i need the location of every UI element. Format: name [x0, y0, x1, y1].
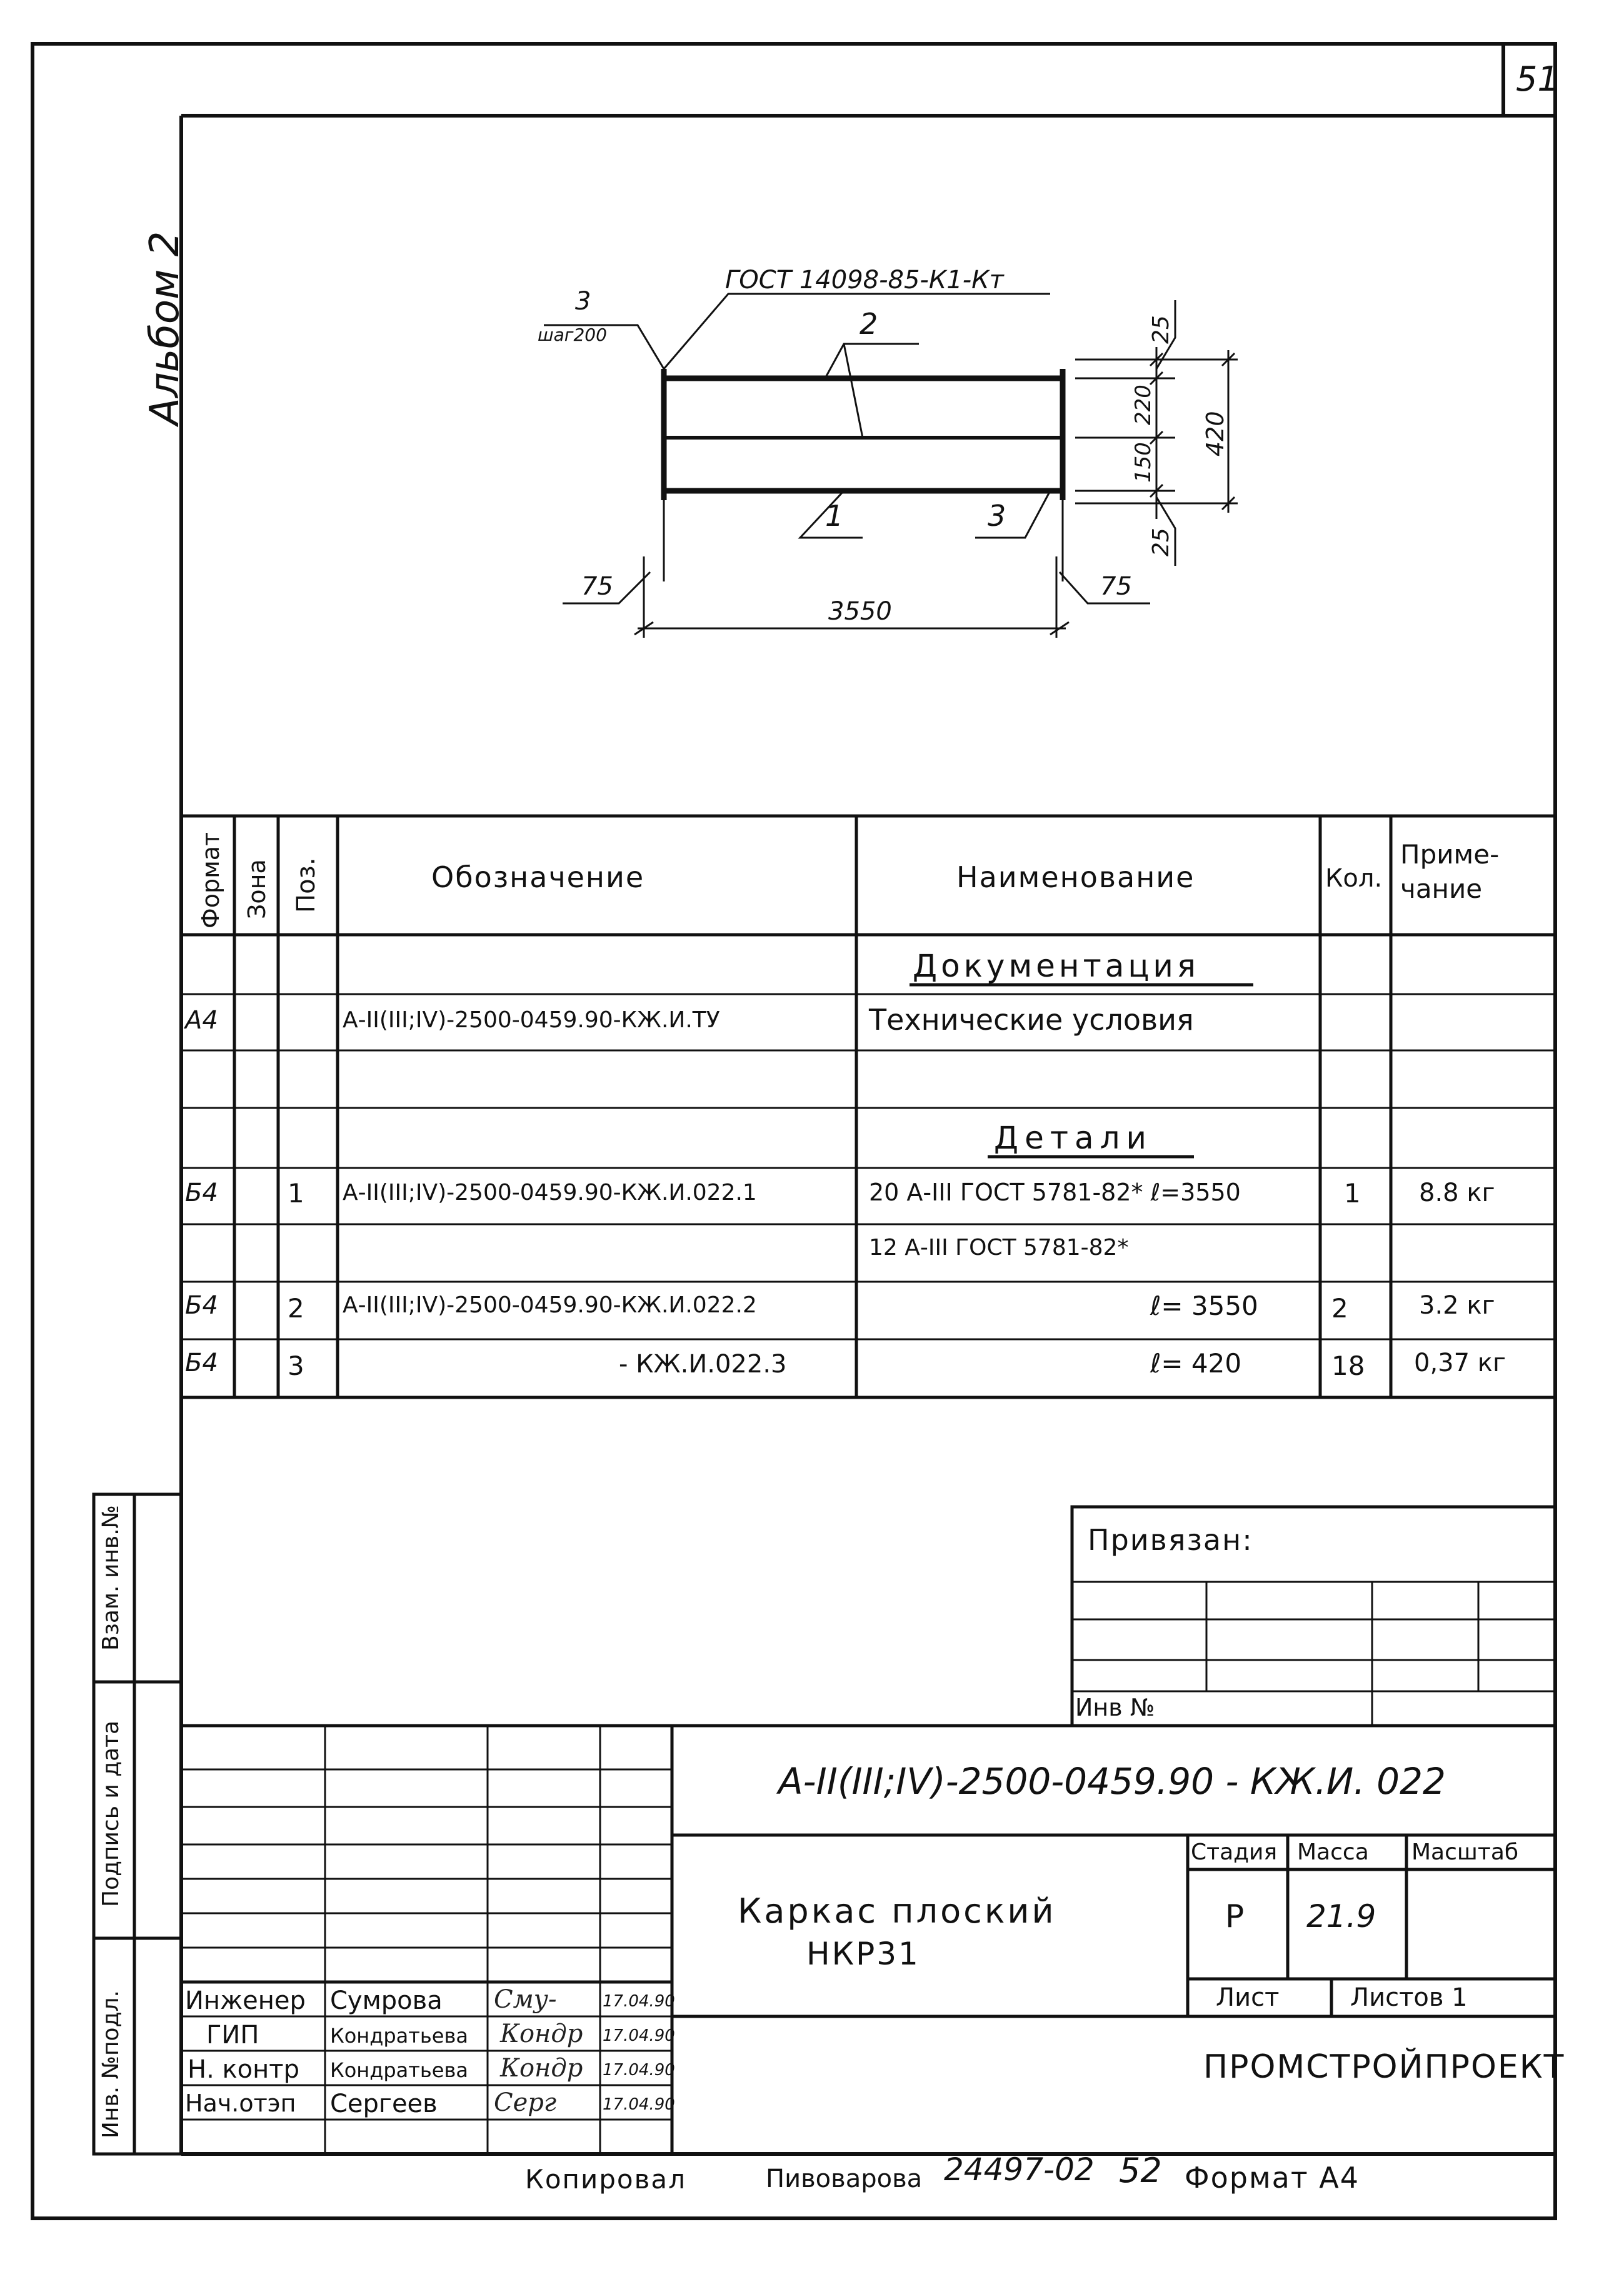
person2-date: 17.04.90: [603, 2026, 675, 2045]
header-qty: Кол.: [1325, 864, 1383, 893]
dim-length: 3550: [828, 597, 892, 626]
row1-designation: А-II(III;IV)-2500-0459.90-КЖ.И.ТУ: [343, 1007, 720, 1033]
person4-name: Сергеев: [330, 2090, 438, 2118]
row2-qty: 1: [1344, 1178, 1361, 1209]
scale-label: Масштаб: [1411, 1839, 1519, 1865]
section-parts: Детали: [994, 1120, 1153, 1156]
header-zone: Зона: [243, 859, 271, 919]
person3-signature: Кондр: [500, 2054, 583, 2083]
stamp-podpis: Подпись и дата: [98, 1720, 124, 1907]
row4-format: Б4: [185, 1291, 218, 1320]
album-label: Альбом 2: [142, 231, 188, 425]
stage-label: Стадия: [1191, 1839, 1278, 1865]
footer-copier: Пивоварова: [766, 2165, 923, 2193]
row5-qty: 18: [1331, 1351, 1365, 1381]
row5-note: 0,37 кг: [1414, 1349, 1506, 1377]
row4-designation: А-II(III;IV)-2500-0459.90-КЖ.И.022.2: [343, 1292, 757, 1318]
row5-name: ℓ= 420: [1150, 1348, 1242, 1379]
row5-designation: - КЖ.И.022.3: [619, 1350, 787, 1379]
dim-420: 420: [1201, 411, 1229, 456]
dim-25-bottom: 25: [1148, 528, 1174, 556]
row4-qty: 2: [1331, 1293, 1348, 1324]
pos1-label: 1: [825, 499, 844, 533]
row4-pos: 2: [288, 1293, 304, 1324]
header-format: Формат: [197, 832, 224, 928]
title-name-line2: НКР31: [806, 1936, 920, 1972]
person3-role: Н. контр: [188, 2055, 299, 2084]
person4-date: 17.04.90: [603, 2095, 675, 2114]
row4-name: ℓ= 3550: [1150, 1290, 1258, 1321]
row1-name: Технические условия: [869, 1003, 1194, 1037]
footer-page: 52: [1119, 2151, 1162, 2190]
org-name: ПРОМСТРОЙПРОЕКТ: [1203, 2048, 1565, 2086]
stamp-vzam: Взам. инв.№: [98, 1505, 124, 1651]
section-docs: Документация: [913, 948, 1200, 984]
binding-title: Привязан:: [1088, 1523, 1253, 1557]
row5-format: Б4: [185, 1349, 218, 1377]
pos3b-label: 3: [988, 499, 1006, 533]
mass-value: 21.9: [1306, 1898, 1376, 1934]
binding-inv-label: Инв №: [1075, 1694, 1155, 1721]
row2-format: Б4: [185, 1179, 218, 1207]
page-number: 51: [1516, 59, 1559, 99]
header-designation: Обозначение: [431, 860, 645, 894]
dim-220: 220: [1131, 385, 1156, 425]
person2-name: Кондратьева: [330, 2024, 468, 2048]
row4-note: 3.2 кг: [1419, 1291, 1495, 1320]
person4-role: Нач.отэп: [185, 2090, 296, 2117]
stamp-inv-podl: Инв. №подл.: [98, 1990, 124, 2138]
gost-label: ГОСТ 14098-85-К1-Кт: [725, 266, 1004, 294]
person1-signature: Сму-: [494, 1985, 557, 2014]
person1-role: Инженер: [185, 1986, 306, 2015]
footer-format: Формат А4: [1185, 2161, 1360, 2195]
row2-note: 8.8 кг: [1419, 1179, 1495, 1207]
title-name-line1: Каркас плоский: [738, 1891, 1056, 1931]
footer-copied: Копировал: [525, 2164, 686, 2195]
person1-date: 17.04.90: [603, 1992, 675, 2011]
mass-label: Масса: [1297, 1839, 1369, 1865]
dim-25-top: 25: [1148, 315, 1174, 344]
row2-name: 20 А-III ГОСТ 5781-82* ℓ=3550: [869, 1179, 1241, 1206]
pos3-label: 3: [575, 287, 591, 316]
row2-designation: А-II(III;IV)-2500-0459.90-КЖ.И.022.1: [343, 1180, 757, 1205]
header-note: Приме-чание: [1400, 839, 1500, 904]
row1-format: А4: [185, 1006, 218, 1035]
dim-right-75: 75: [1100, 572, 1132, 601]
header-pos: Поз.: [292, 857, 321, 913]
person3-date: 17.04.90: [603, 2061, 675, 2080]
person2-role: ГИП: [206, 2021, 259, 2050]
row5-pos: 3: [288, 1351, 304, 1381]
dim-left-75: 75: [581, 572, 613, 601]
sheet-label: Лист: [1216, 1983, 1280, 2012]
sheets-label: Листов 1: [1350, 1983, 1468, 2012]
row3-name: 12 А-III ГОСТ 5781-82*: [869, 1235, 1129, 1260]
header-name: Наименование: [956, 860, 1195, 894]
step-label: шаг200: [538, 324, 607, 345]
person3-name: Кондратьева: [330, 2058, 468, 2082]
title-code: А-II(III;IV)-2500-0459.90 - КЖ.И. 022: [778, 1760, 1446, 1803]
dim-150: 150: [1131, 442, 1156, 483]
person1-name: Сумрова: [330, 1986, 443, 2015]
footer-number: 24497-02: [944, 2151, 1095, 2188]
stage-value: Р: [1225, 1898, 1245, 1934]
row2-pos: 1: [288, 1178, 304, 1209]
person4-signature: Серг: [494, 2088, 557, 2117]
pos2-label: 2: [860, 307, 878, 341]
person2-signature: Кондр: [500, 2020, 583, 2048]
